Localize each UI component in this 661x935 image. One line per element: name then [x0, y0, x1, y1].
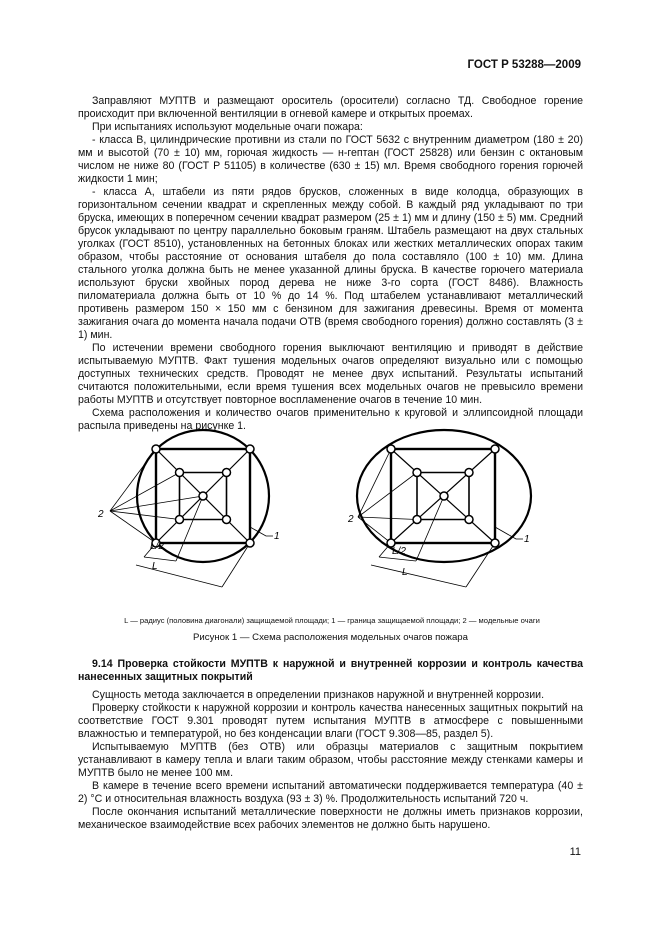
paragraph: После окончания испытаний металлические поверхности не должны иметь признаков коррозии, механическое взаимодействие всех рабочих элементов не должно быть нарушено.	[78, 806, 583, 831]
paragraph: Заправляют МУПТВ и размещают ороситель (оросители) согласно ТД. Свободное горение происходит при включенной вентиляции в огневой камере и открытых проемах.	[78, 95, 583, 120]
label-1-left: 1	[274, 531, 280, 542]
label-1-right: 1	[524, 534, 530, 545]
figure-1-diagram	[78, 427, 583, 617]
section-9-14	[78, 658, 583, 832]
paragraph: - класса В, цилиндрические противни из стали по ГОСТ 5632 с внутренним диаметром (180 ± 20) мм и высотой (70 ± 10) мм, горючая жидкость — н-гептан (ГОСТ 25828) или бензин с октановым числом не ниже 80 (ГОСТ Р 51105) в количестве (630 ± 15) мл. Время свободного горения горючей жидкости 1 мин;	[78, 134, 583, 185]
intro-text-block	[78, 95, 583, 433]
label-2-right: 2	[348, 514, 354, 525]
label-half-radius-left: L/2	[150, 541, 164, 552]
figure-legend: L — радиус (половина диагонали) защищаемой площади; 1 — граница защищаемой площади; 2 — модельные очаги	[124, 616, 540, 625]
paragraph: По истечении времени свободного горения выключают вентиляцию и приводят в действие испытываемую МУПТВ. Факт тушения модельных очагов определяют визуально или с помощью доступных технических средств. Проводят не менее двух испытаний. Результаты испытаний считаются положительными, если время тушения всех модельных очагов не превысило времени работы МУПТВ и отсутствует повторное воспламенение очагов в течение 10 мин.	[78, 342, 583, 406]
page-number: 11	[569, 846, 581, 858]
figure-title: Рисунок 1 — Схема расположения модельных очагов пожара	[193, 632, 468, 643]
paragraph: Испытываемую МУПТВ (без ОТВ) или образцы материалов с защитным покрытием устанавливают в камеру тепла и влаги таким образом, чтобы расстояние между стенками камеры и МУПТВ было не менее 100 мм.	[78, 741, 583, 779]
label-radius-right: L	[402, 567, 408, 578]
paragraph: Проверку стойкости к наружной коррозии и контроль качества нанесенных защитных покрытий на соответствие ГОСТ 9.301 проводят путем испытания МУПТВ в атмосфере с повышенными влажностью и температурой, но без конденсации влаги (ГОСТ 9.308—85, раздел 5).	[78, 702, 583, 740]
label-radius-left: L	[152, 561, 158, 572]
document-header: ГОСТ Р 53288—2009	[467, 59, 581, 71]
label-half-radius-right: L/2	[392, 546, 406, 557]
paragraph: Сущность метода заключается в определении признаков наружной и внутренней коррозии.	[92, 689, 545, 701]
paragraph: В камере в течение всего времени испытаний автоматически поддерживается температура (40 ± 2) °С и относительная влажность воздуха (93 ± 3) %. Продолжительность испытаний 720 ч.	[78, 780, 583, 805]
section-heading: 9.14 Проверка стойкости МУПТВ к наружной и внутренней коррозии и контроль качества нанесенных защитных покрытий	[78, 658, 583, 683]
paragraph: При испытаниях используют модельные очаги пожара:	[92, 121, 363, 133]
label-2-left: 2	[98, 509, 104, 520]
paragraph: - класса А, штабели из пяти рядов брусков, сложенных в виде колодца, образующих в горизонтальном сечении квадрат и скрепленных между собой. В каждый ряд укладывают по три бруска, имеющих в поперечном сечении квадрат размером (25 ± 1) мм и длину (150 ± 5) мм. Средний брусок укладывают по центру параллельно боковым граням. Штабель размещают на двух стальных уголках (ГОСТ 8510), установленных на бетонных блоках или жестких металлических опорах таким образом, чтобы расстояние от основания штабеля до пола составляло (100 ± 10) мм. Длина стального уголка должна быть не менее указанной длины бруска. В качестве горючего материала используют бруски хвойных пород дерева не ниже 3-го сорта (ГОСТ 8486). Влажность пиломатериала должна быть от 10 % до 14 %. Под штабелем устанавливают металлический противень размером 150 × 150 мм с бензином для зажигания древесины. Время от момента зажигания очага до момента начала подачи ОТВ (время свободного горения) должно составлять (3 ± 1) мин.	[78, 186, 583, 341]
paragraph: Схема расположения и количество очагов применительно к круговой и эллипсоидной площади распыла приведены на рисунке 1.	[78, 407, 583, 432]
